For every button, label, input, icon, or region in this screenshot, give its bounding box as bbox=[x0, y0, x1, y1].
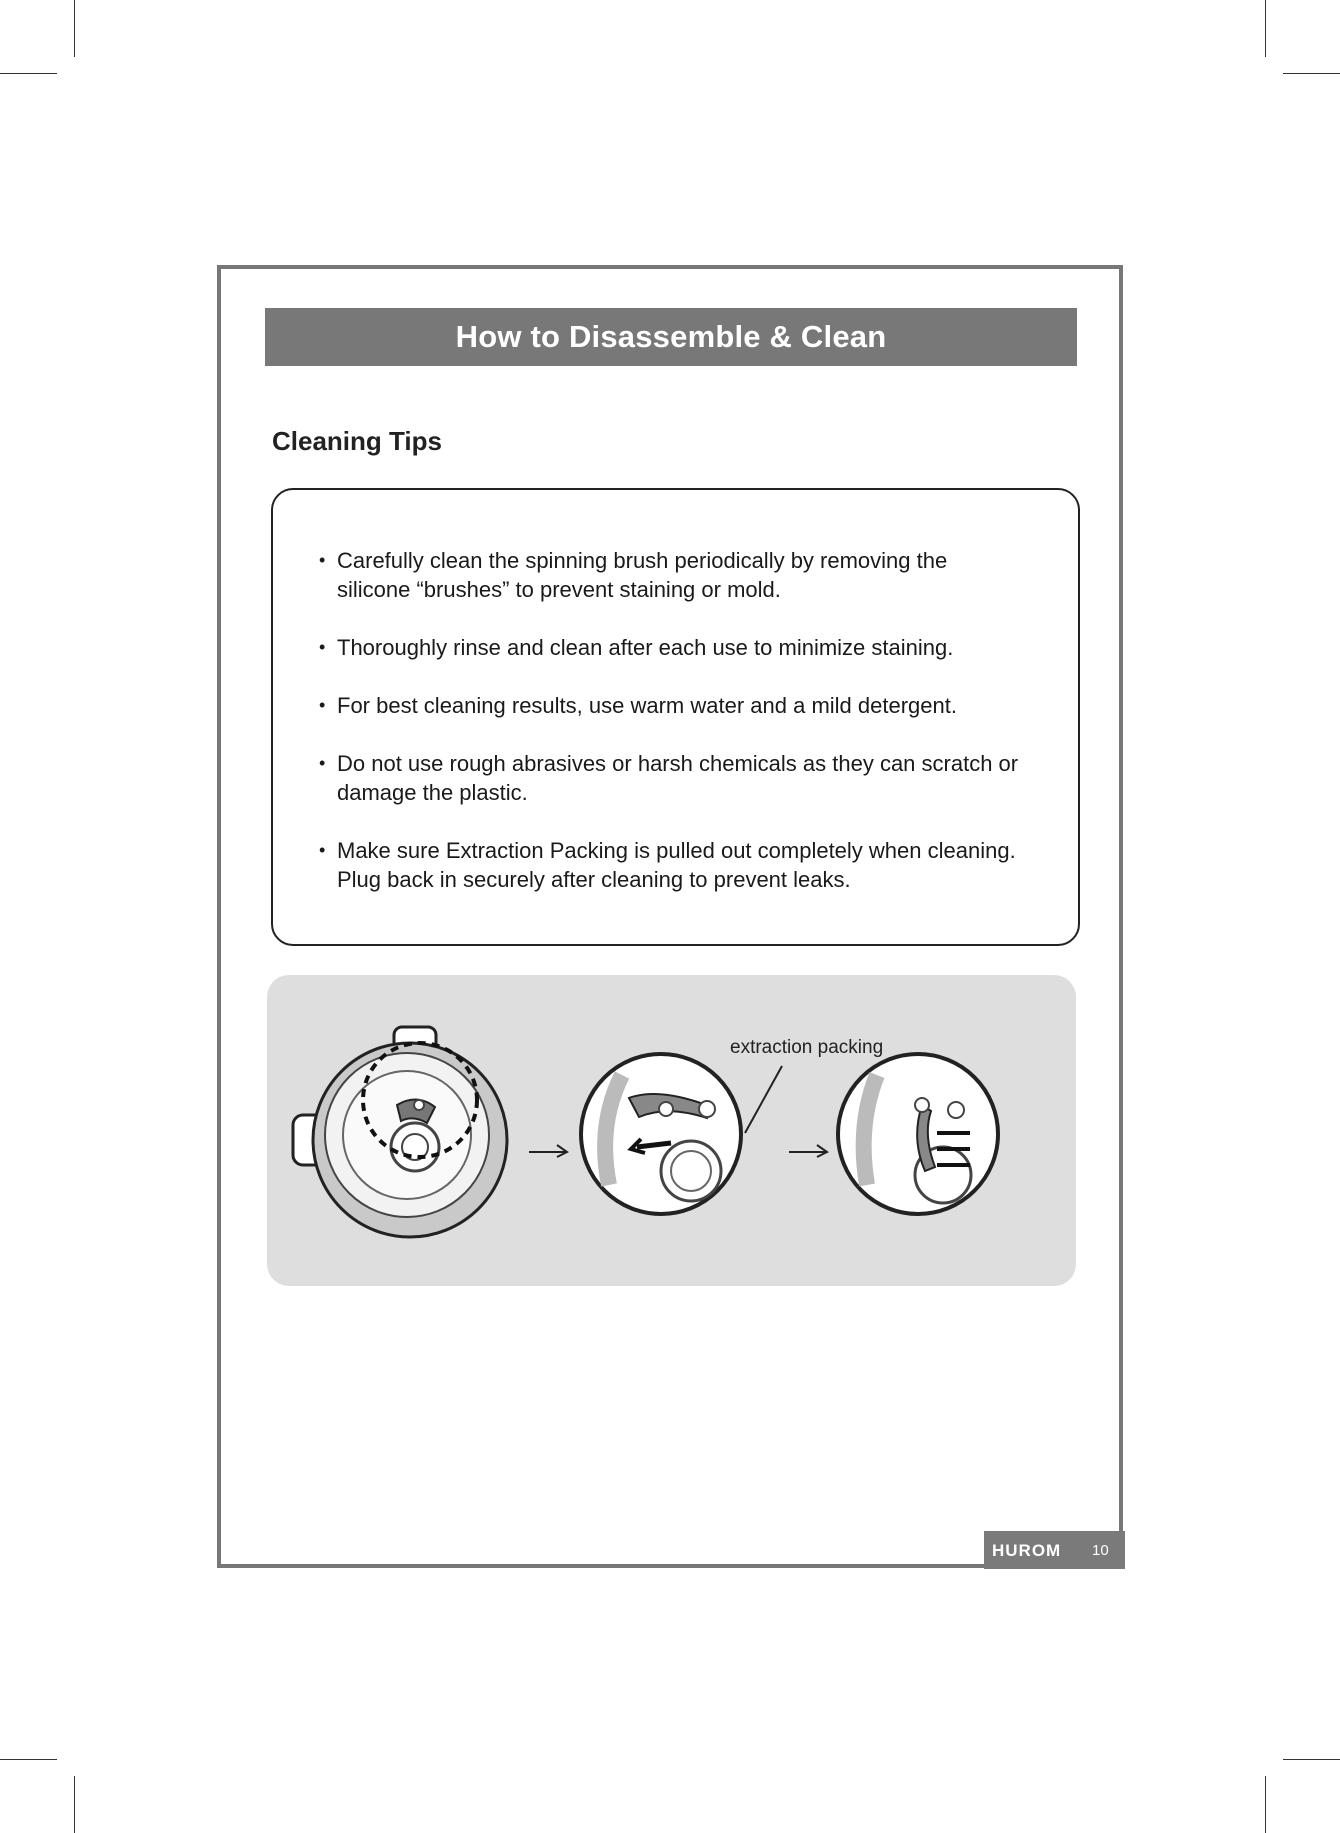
crop-mark bbox=[1265, 0, 1266, 57]
disassembly-illustration bbox=[267, 975, 1076, 1286]
closeup-packing-removed bbox=[838, 1054, 998, 1214]
illustration-svg bbox=[267, 975, 1076, 1286]
tip-item: • Make sure Extraction Packing is pulled out completely when cleaning. Plug back in securely after cleaning to prevent leaks. bbox=[321, 836, 1021, 894]
closeup-removing-packing bbox=[581, 1054, 741, 1214]
callout-line bbox=[745, 1066, 782, 1133]
page-title: How to Disassemble & Clean bbox=[455, 319, 887, 354]
arrow-icon bbox=[789, 1145, 827, 1157]
hurom-logo bbox=[992, 1541, 1086, 1559]
crop-mark bbox=[1283, 73, 1340, 74]
crop-mark bbox=[0, 1759, 57, 1760]
tip-item: • Do not use rough abrasives or harsh chemicals as they can scratch or damage the plastic. bbox=[321, 749, 1021, 807]
page-number: 10 bbox=[1092, 1541, 1109, 1559]
crop-mark bbox=[1265, 1776, 1266, 1833]
tip-item: • For best cleaning results, use warm water and a mild detergent. bbox=[321, 691, 1021, 720]
tips-box bbox=[271, 488, 1080, 946]
section-title: Cleaning Tips bbox=[272, 426, 442, 456]
tip-item: • Carefully clean the spinning brush periodically by removing the silicone “brushes” to prevent staining or mold. bbox=[321, 546, 1021, 604]
callout-label: extraction packing bbox=[730, 1037, 884, 1058]
page-title-bar bbox=[265, 308, 1077, 366]
svg-text:HUROM: HUROM bbox=[992, 1541, 1062, 1559]
tip-item: • Thoroughly rinse and clean after each use to minimize staining. bbox=[321, 633, 1021, 662]
arrow-icon bbox=[529, 1145, 567, 1157]
juicer-top-view bbox=[293, 1027, 507, 1237]
tips-list bbox=[321, 546, 1021, 923]
crop-mark bbox=[0, 73, 57, 74]
crop-mark bbox=[74, 1776, 75, 1833]
footer-badge bbox=[984, 1531, 1125, 1569]
crop-mark bbox=[74, 0, 75, 57]
crop-mark bbox=[1283, 1759, 1340, 1760]
